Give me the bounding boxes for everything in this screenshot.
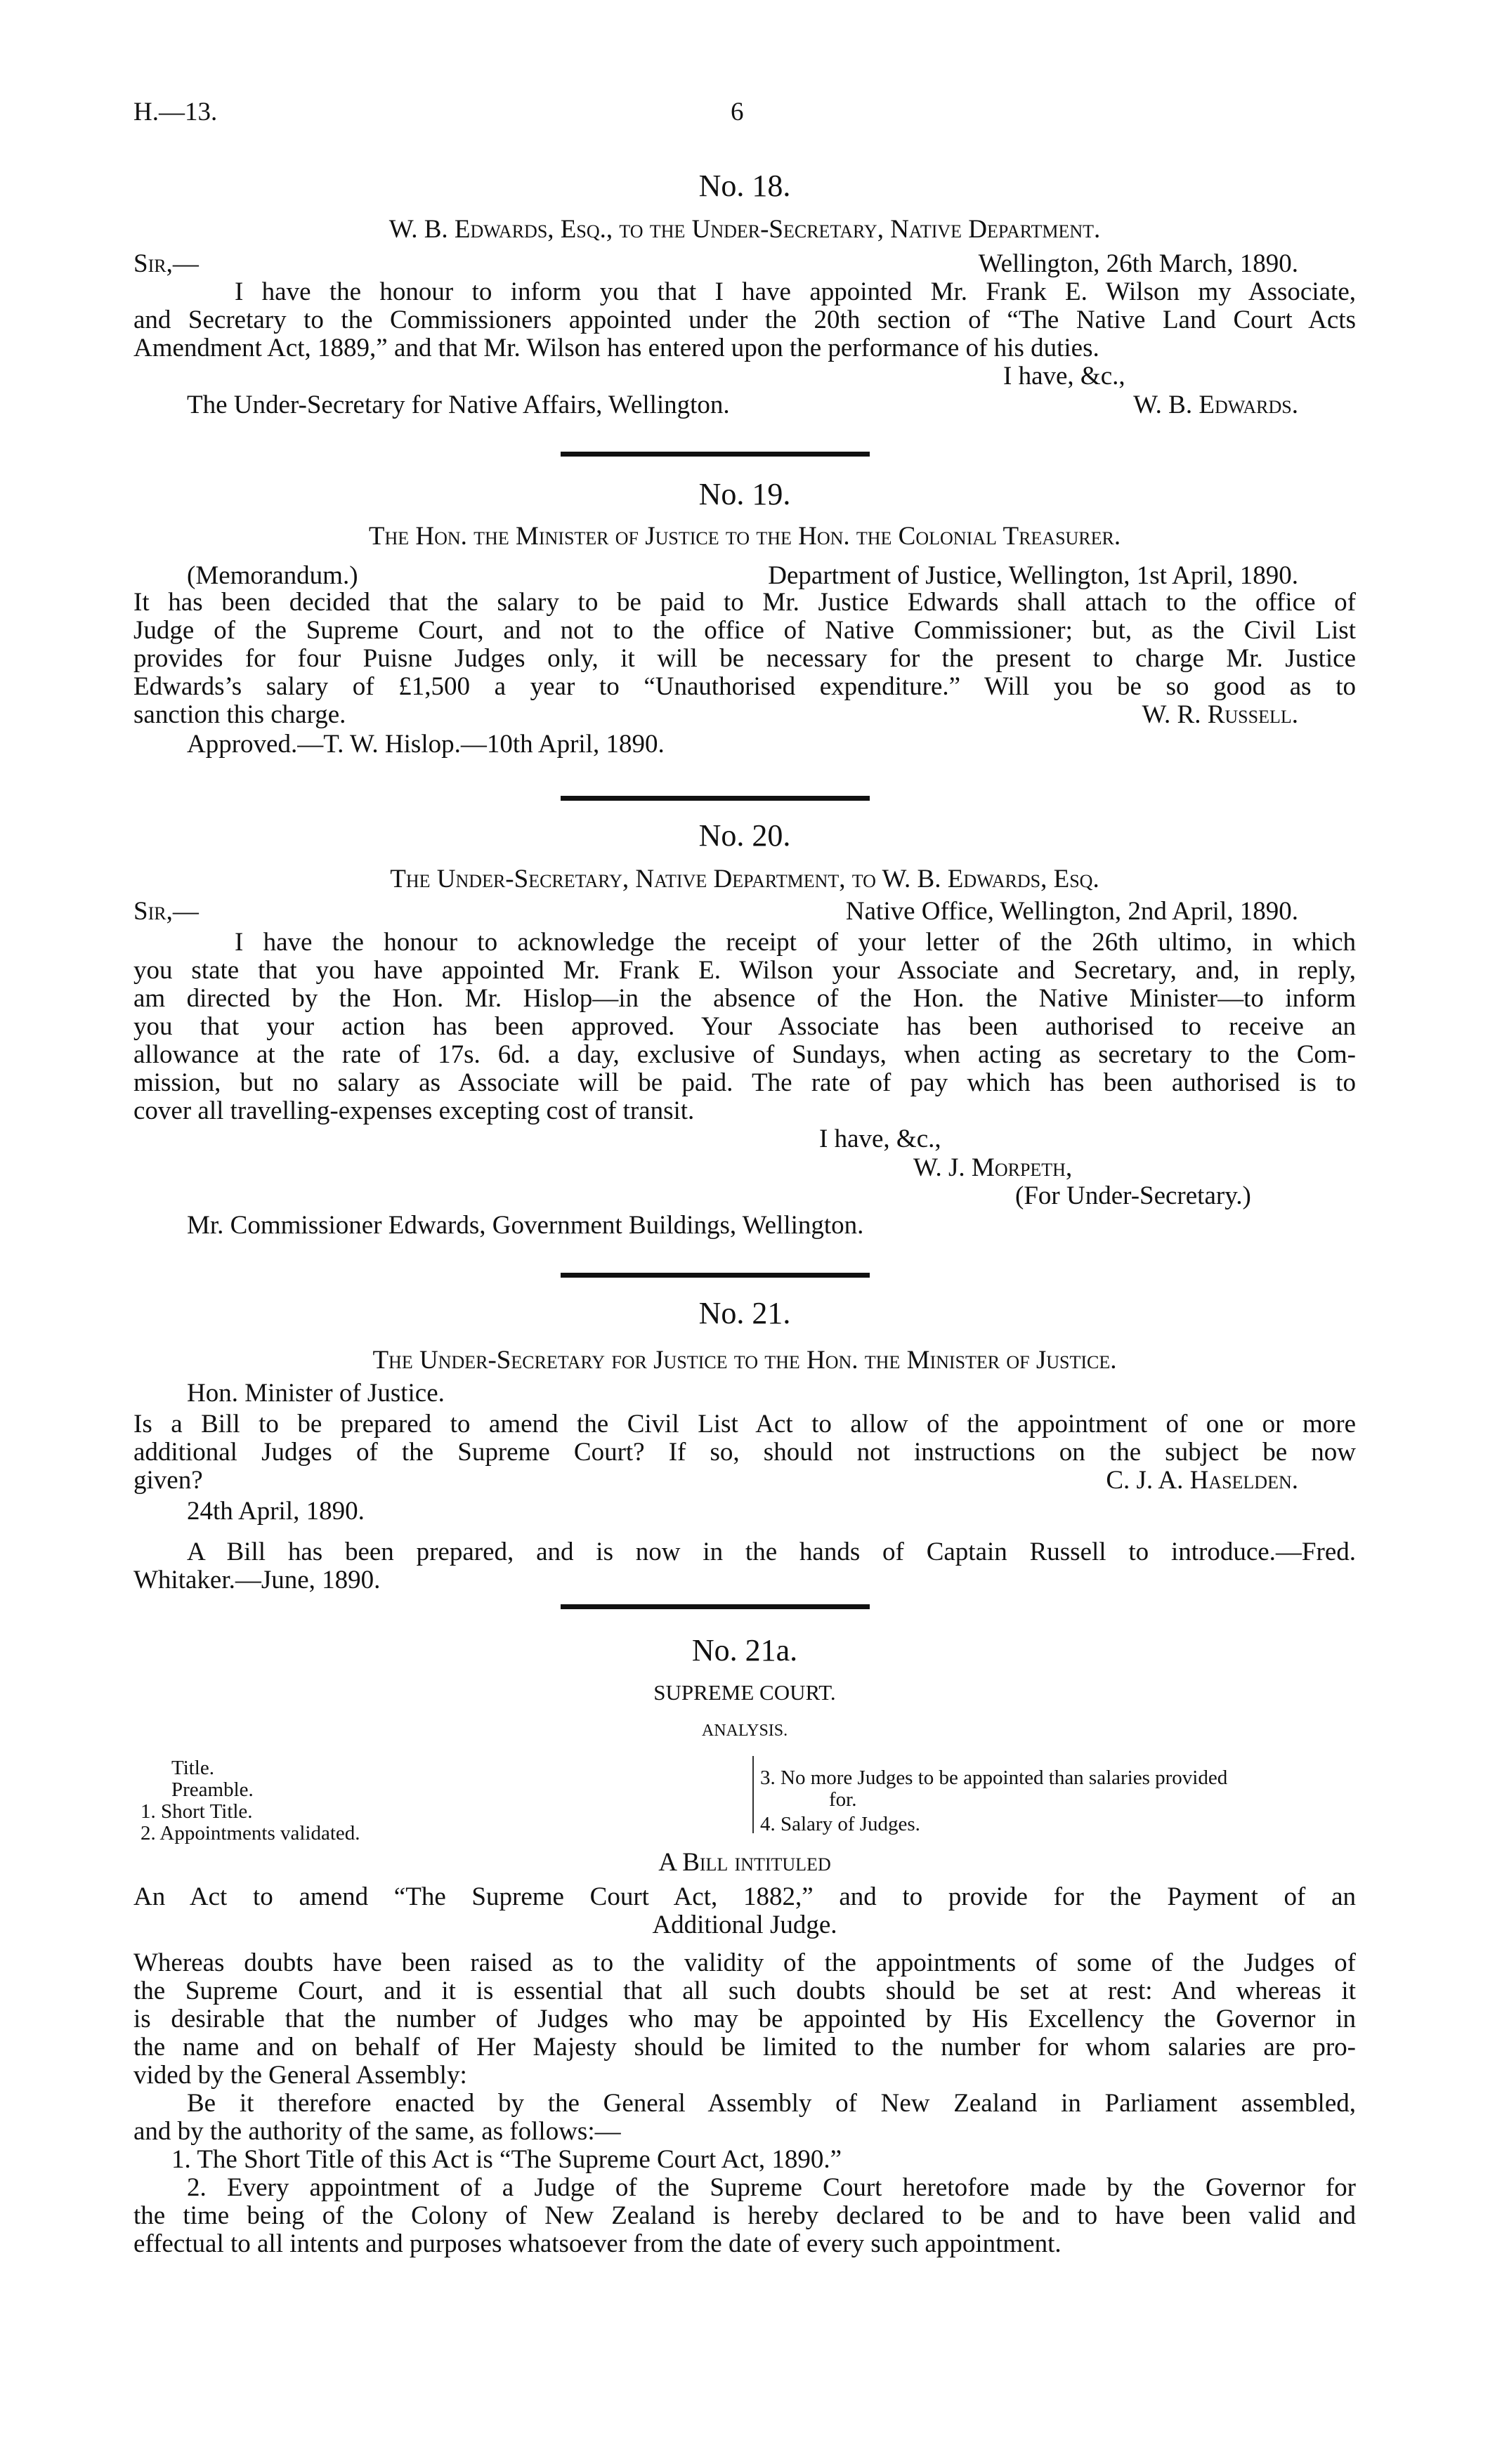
act-title-line: Additional Judge. xyxy=(652,1911,837,1939)
dateline: Native Office, Wellington, 2nd April, 1890. xyxy=(845,897,1298,926)
signature: W. J. Morpeth, xyxy=(913,1153,1073,1182)
analysis-item: Preamble. xyxy=(171,1778,254,1801)
document-reference: H.—13. xyxy=(133,98,218,126)
body-line: sanction this charge. xyxy=(133,700,346,729)
body-line: Whereas doubts have been raised as to the validity of the appointments of some of the Judges of xyxy=(133,1948,1356,1977)
section-heading: No. 18. xyxy=(698,169,791,203)
body-line: the Supreme Court, and it is essential that all such doubts should be set at rest: And whereas it xyxy=(133,1977,1356,2005)
divider xyxy=(561,452,870,457)
body-line: I have the honour to acknowledge the receipt of your letter of the 26th ultimo, in which xyxy=(235,928,1356,957)
analysis-column-divider xyxy=(752,1756,754,1833)
body-line: am directed by the Hon. Mr. Hislop—in the absence of the Hon. the Native Minister—to inform xyxy=(133,984,1356,1013)
closing: I have, &c., xyxy=(1003,362,1125,391)
body-line: you state that you have appointed Mr. Frank E. Wilson your Associate and Secretary, and, in reply, xyxy=(133,956,1356,985)
body-line: mission, but no salary as Associate will be paid. The rate of pay which has been authorised is to xyxy=(133,1068,1356,1097)
body-line: and by the authority of the same, as follows:— xyxy=(133,2117,621,2146)
analysis-label: ANALYSIS. xyxy=(701,1722,788,1740)
letter-title: The Hon. the Minister of Justice to the Hon. the Colonial Treasurer. xyxy=(368,522,1121,551)
body-line: Amendment Act, 1889,” and that Mr. Wilson has entered upon the performance of his duties. xyxy=(133,334,1099,362)
approval: Approved.—T. W. Hislop.—10th April, 1890. xyxy=(187,730,665,759)
signature: W. B. Edwards. xyxy=(1133,391,1298,419)
page-number: 6 xyxy=(731,98,744,126)
signature: C. J. A. Haselden. xyxy=(1106,1466,1298,1495)
body-line: given? xyxy=(133,1466,203,1495)
signature: W. R. Russell. xyxy=(1142,700,1298,729)
body-line: is desirable that the number of Judges who may be appointed by His Excellency the Governor in xyxy=(133,2005,1356,2033)
body-line: Edwards’s salary of £1,500 a year to “Unauthorised expenditure.” Will you be so good as to xyxy=(133,672,1356,701)
body-line: allowance at the rate of 17s. 6d. a day, exclusive of Sundays, when acting as secretary to the Com- xyxy=(133,1040,1356,1069)
body-line: It has been decided that the salary to be paid to Mr. Justice Edwards shall attach to the office of xyxy=(133,588,1356,617)
letter-title: The Under-Secretary, Native Department, to W. B. Edwards, Esq. xyxy=(390,865,1099,893)
date: 24th April, 1890. xyxy=(187,1497,365,1526)
bill-label: A Bill intituled xyxy=(658,1848,831,1877)
analysis-item: 4. Salary of Judges. xyxy=(760,1813,920,1835)
dateline: Wellington, 26th March, 1890. xyxy=(978,249,1298,278)
addressee: Mr. Commissioner Edwards, Government Buildings, Wellington. xyxy=(187,1211,864,1240)
body-line: you that your action has been approved. Your Associate has been authorised to receive an xyxy=(133,1012,1356,1041)
bill-subtitle: SUPREME COURT. xyxy=(653,1680,836,1705)
analysis-item: 1. Short Title. xyxy=(141,1800,253,1823)
body-line: effectual to all intents and purposes whatsoever from the date of every such appointment. xyxy=(133,2229,1062,2258)
section-2: 2. Every appointment of a Judge of the Supreme Court heretofore made by the Governor for xyxy=(187,2173,1356,2202)
body-line: the name and on behalf of Her Majesty should be limited to the number for whom salaries are pro- xyxy=(133,2033,1356,2062)
body-line: I have the honour to inform you that I have appointed Mr. Frank E. Wilson my Associate, xyxy=(235,277,1356,306)
section-heading: No. 19. xyxy=(698,477,791,511)
analysis-item: for. xyxy=(829,1788,857,1811)
act-title-line: An Act to amend “The Supreme Court Act, 1882,” and to provide for the Payment of an xyxy=(133,1882,1356,1911)
closing: I have, &c., xyxy=(819,1125,941,1153)
addressee: The Under-Secretary for Native Affairs, Wellington. xyxy=(187,391,730,419)
divider xyxy=(561,796,870,801)
body-line: the time being of the Colony of New Zealand is hereby declared to be and to have been valid and xyxy=(133,2201,1356,2230)
analysis-item: 2. Appointments validated. xyxy=(141,1822,360,1844)
analysis-item: Title. xyxy=(171,1757,214,1779)
analysis-item: 3. No more Judges to be appointed than salaries provided xyxy=(760,1767,1228,1789)
reply-line: A Bill has been prepared, and is now in the hands of Captain Russell to introduce.—Fred. xyxy=(187,1538,1356,1566)
letter-title: The Under-Secretary for Justice to the Hon. the Minister of Justice. xyxy=(372,1346,1117,1375)
section-heading: No. 21. xyxy=(698,1296,791,1330)
section-heading: No. 20. xyxy=(698,818,791,853)
body-line: Judge of the Supreme Court, and not to the office of Native Commissioner; but, as the Civil List xyxy=(133,616,1356,645)
dateline: Department of Justice, Wellington, 1st April, 1890. xyxy=(768,561,1298,590)
memo-label: (Memorandum.) xyxy=(187,561,358,590)
divider xyxy=(561,1273,870,1278)
salutation: Sir,— xyxy=(133,897,199,926)
addressee: Hon. Minister of Justice. xyxy=(187,1379,445,1408)
signature-note: (For Under-Secretary.) xyxy=(1015,1181,1251,1210)
body-line: Be it therefore enacted by the General Assembly of New Zealand in Parliament assembled, xyxy=(187,2089,1356,2118)
salutation: Sir,— xyxy=(133,249,199,278)
divider xyxy=(561,1604,870,1609)
body-line: Is a Bill to be prepared to amend the Civil List Act to allow of the appointment of one or more xyxy=(133,1410,1356,1439)
body-line: vided by the General Assembly: xyxy=(133,2061,467,2090)
section-1: 1. The Short Title of this Act is “The Supreme Court Act, 1890.” xyxy=(171,2145,842,2174)
letter-title: W. B. Edwards, Esq., to the Under-Secretary, Native Department. xyxy=(388,215,1101,244)
reply-line: Whitaker.—June, 1890. xyxy=(133,1566,381,1594)
section-heading: No. 21a. xyxy=(691,1633,798,1667)
body-line: provides for four Puisne Judges only, it will be necessary for the present to charge Mr. Justice xyxy=(133,644,1356,673)
body-line: and Secretary to the Commissioners appointed under the 20th section of “The Native Land Court Acts xyxy=(133,306,1356,334)
body-line: additional Judges of the Supreme Court? If so, should not instructions on the subject be now xyxy=(133,1438,1356,1467)
body-line: cover all travelling-expenses excepting cost of transit. xyxy=(133,1096,695,1125)
